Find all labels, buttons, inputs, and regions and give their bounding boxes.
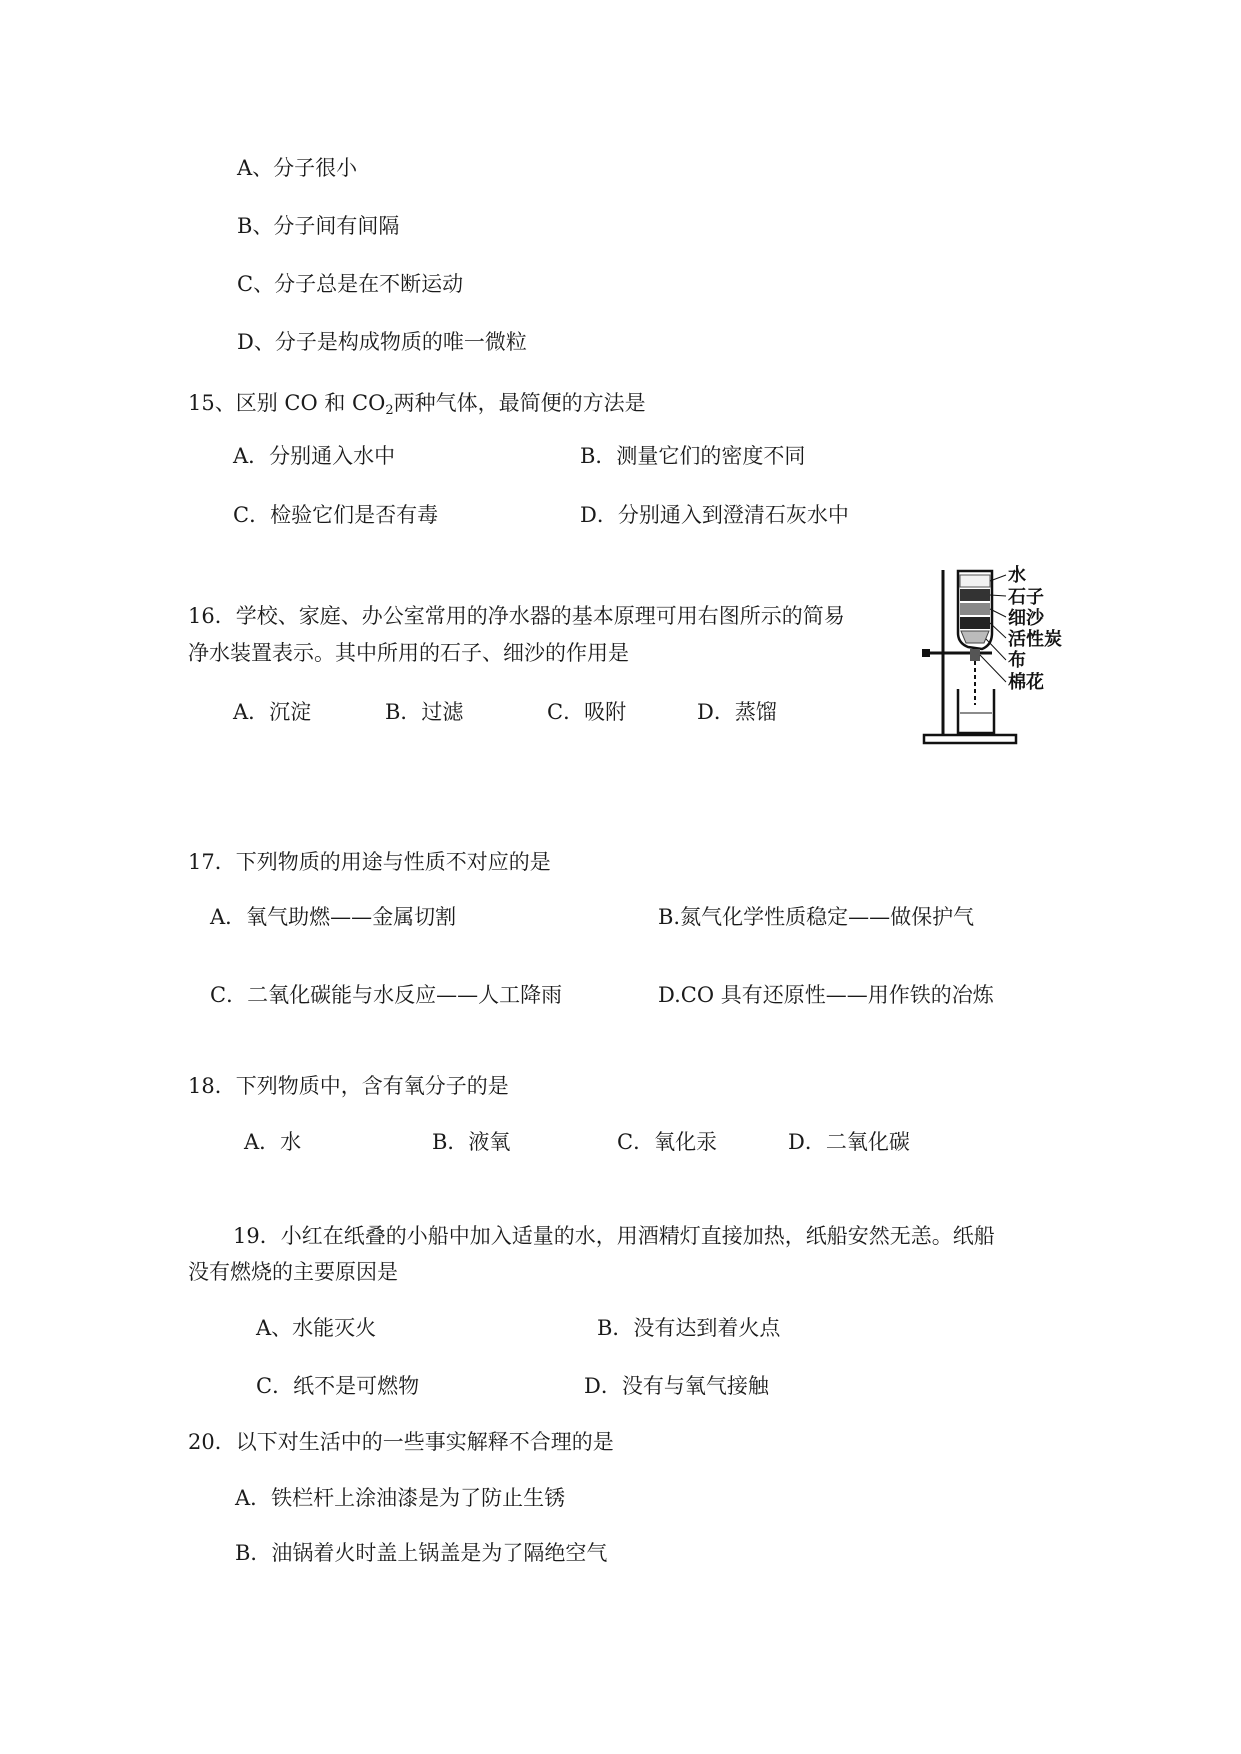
q17-option-c: C．二氧化碳能与水反应——人工降雨 xyxy=(210,983,563,1007)
leader-line-cotton xyxy=(980,655,1006,682)
figure-label-sand: 细沙 xyxy=(1008,608,1044,629)
q18-option-b: B．液氧 xyxy=(432,1130,511,1154)
leader-line-cloth xyxy=(986,639,1006,660)
figure-label-cloth: 布 xyxy=(1008,650,1026,671)
q17-option-d: D.CO 具有还原性——用作铁的冶炼 xyxy=(658,983,994,1007)
layer-activated-carbon xyxy=(960,617,990,629)
q16-option-a: A．沉淀 xyxy=(233,700,312,724)
figure-label-stones: 石子 xyxy=(1008,587,1044,608)
q14-option-d: D、分子是构成物质的唯一微粒 xyxy=(237,330,527,354)
q15-option-a: A．分别通入水中 xyxy=(233,444,396,468)
q15-stem-subscript: 2 xyxy=(385,403,394,418)
q18-stem: 18．下列物质中，含有氧分子的是 xyxy=(188,1074,509,1098)
q20-option-b: B．油锅着火时盖上锅盖是为了隔绝空气 xyxy=(235,1541,608,1565)
layer-water xyxy=(960,575,990,587)
q16-stem-line1: 16．学校、家庭、办公室常用的净水器的基本原理可用右图所示的简易 xyxy=(188,604,845,628)
stand-base xyxy=(924,735,1016,743)
figure-label-cotton: 棉花 xyxy=(1008,672,1044,693)
q17-stem: 17．下列物质的用途与性质不对应的是 xyxy=(188,850,551,874)
q19-stem-line2: 没有燃烧的主要原因是 xyxy=(188,1260,398,1284)
figure-label-activated-carbon: 活性炭 xyxy=(1008,629,1062,650)
q18-option-c: C．氧化汞 xyxy=(617,1130,718,1154)
q19-option-b: B．没有达到着火点 xyxy=(597,1316,781,1340)
q17-option-a: A．氧气助燃——金属切割 xyxy=(210,905,457,929)
water-filter-apparatus-figure xyxy=(920,565,1090,755)
q14-option-a: A、分子很小 xyxy=(237,156,358,180)
q16-option-d: D．蒸馏 xyxy=(697,700,777,724)
q18-option-a: A．水 xyxy=(244,1130,302,1154)
q16-option-b: B．过滤 xyxy=(385,700,464,724)
q20-stem: 20．以下对生活中的一些事实解释不合理的是 xyxy=(188,1430,614,1454)
q19-option-c: C．纸不是可燃物 xyxy=(256,1374,420,1398)
q16-stem-line2: 净水装置表示。其中所用的石子、细沙的作用是 xyxy=(188,641,629,665)
q19-option-d: D．没有与氧气接触 xyxy=(584,1374,769,1398)
clamp-knob xyxy=(922,649,930,657)
q19-option-a: A、水能灭火 xyxy=(256,1316,377,1340)
layer-sand xyxy=(960,603,990,615)
q19-stem-line1: 19．小红在纸叠的小船中加入适量的水，用酒精灯直接加热，纸船安然无恙。纸船 xyxy=(233,1224,995,1248)
q15-option-c: C．检验它们是否有毒 xyxy=(233,503,439,527)
q20-option-a: A．铁栏杆上涂油漆是为了防止生锈 xyxy=(235,1486,566,1510)
q15-option-b: B．测量它们的密度不同 xyxy=(580,444,806,468)
layer-stones xyxy=(960,589,990,601)
bottle-neck-cotton xyxy=(970,649,980,661)
layer-cloth xyxy=(961,631,989,643)
beaker xyxy=(958,689,994,733)
q16-option-c: C．吸附 xyxy=(547,700,627,724)
q14-option-c: C、分子总是在不断运动 xyxy=(237,272,464,296)
q15-option-d: D．分别通入到澄清石灰水中 xyxy=(580,503,849,527)
q15-stem-pre: 15、区别 CO 和 CO xyxy=(188,391,386,415)
figure-label-water: 水 xyxy=(1008,565,1026,586)
q14-option-b: B、分子间有间隔 xyxy=(237,214,400,238)
q17-option-b: B.氮气化学性质稳定——做保护气 xyxy=(658,905,975,929)
q18-option-d: D．二氧化碳 xyxy=(788,1130,910,1154)
q15-stem-post: 两种气体，最简便的方法是 xyxy=(393,391,646,415)
q15-stem xyxy=(188,391,646,418)
